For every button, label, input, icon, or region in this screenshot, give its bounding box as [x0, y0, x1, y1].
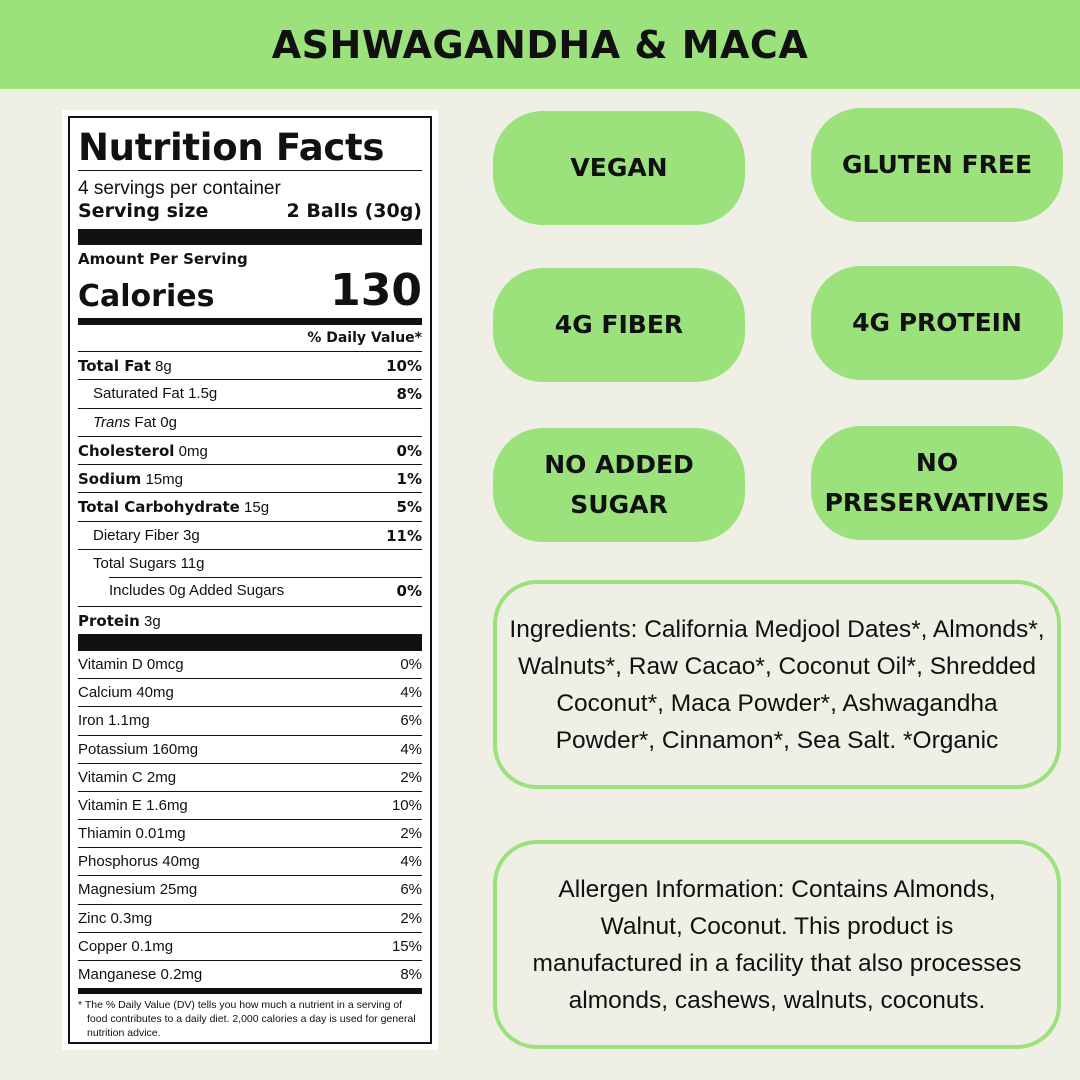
vitamin-row	[78, 763, 422, 791]
vitamin-row	[78, 650, 422, 678]
nutrient-amount: 1.5g	[188, 385, 218, 403]
vitamin-row	[78, 678, 422, 706]
vitamin-name: Calcium 40mg	[78, 684, 174, 702]
nutrient-amount: 8g	[155, 358, 172, 375]
nutrient-name: Total Sugars	[93, 555, 177, 573]
nutrient-row	[78, 436, 422, 464]
vitamin-row	[78, 735, 422, 763]
nutrition-label-card	[62, 110, 438, 1050]
nutrient-row	[78, 379, 422, 407]
divider-thick	[78, 229, 422, 245]
vitamin-name: Vitamin C 2mg	[78, 768, 177, 786]
nutrient-amount: 3g	[183, 526, 200, 544]
nutrition-facts-panel	[68, 116, 432, 1044]
badge-fiber: 4G FIBER	[493, 268, 745, 382]
nutrient-dv: 10%	[386, 357, 422, 375]
vitamin-name: Vitamin D 0mcg	[78, 655, 184, 673]
header-banner	[0, 0, 1080, 89]
nutrient-amount: 15mg	[145, 471, 183, 489]
allergen-box	[493, 840, 1061, 1049]
vitamin-dv: 2%	[400, 825, 422, 843]
amount-per-serving: Amount Per Serving	[78, 250, 248, 268]
vitamin-dv: 15%	[391, 937, 422, 955]
divider	[78, 170, 422, 171]
servings-per-container: 4 servings per container	[78, 178, 281, 199]
serving-size-row	[78, 199, 422, 223]
vitamin-row	[78, 847, 422, 875]
vitamin-row	[78, 875, 422, 903]
vitamin-name: Iron 1.1mg	[78, 712, 150, 730]
nutrient-row	[78, 351, 422, 379]
nutrient-name: Total Fat	[78, 357, 151, 375]
vitamin-row	[78, 960, 422, 988]
nutrient-name: Total Carbohydrate	[78, 498, 240, 517]
vitamin-dv: 6%	[400, 881, 422, 899]
vitamin-dv: 8%	[400, 966, 422, 984]
nutrient-name: Protein	[78, 611, 140, 630]
vitamin-row	[78, 904, 422, 932]
nutrient-name: Includes 0g Added Sugars	[109, 582, 285, 600]
vitamin-dv: 4%	[400, 684, 422, 702]
nutrient-amount: 0mg	[178, 442, 208, 460]
nutrient-row	[78, 492, 422, 520]
badge-protein: 4G PROTEIN	[811, 266, 1063, 380]
badge-no-added-sugar: NO ADDED SUGAR	[493, 428, 745, 542]
calories-row	[78, 265, 422, 316]
nutrient-row	[78, 464, 422, 492]
nutrient-dv: 0%	[396, 441, 422, 460]
nutrient-name: Dietary Fiber	[93, 526, 179, 544]
vitamin-name: Thiamin 0.01mg	[78, 825, 186, 843]
nutrient-amount: 3g	[144, 612, 161, 630]
badge-no-preservatives: NO PRESERVATIVES	[811, 426, 1063, 540]
nutrient-name: Cholesterol	[78, 441, 175, 460]
vitamin-name: Potassium 160mg	[78, 740, 199, 758]
vitamin-row	[78, 706, 422, 734]
vitamin-name: Vitamin E 1.6mg	[78, 796, 188, 814]
nutrient-row	[78, 408, 422, 436]
vitamin-row	[78, 932, 422, 960]
ingredients-box	[493, 580, 1061, 789]
nutrient-name: Trans	[93, 413, 131, 431]
vitamin-row	[78, 791, 422, 819]
nutrient-amount: 15g	[244, 499, 270, 517]
nutrient-dv: 1%	[396, 470, 422, 489]
nutrient-row	[78, 549, 422, 577]
nutrient-amount: 11g	[180, 555, 205, 573]
vitamin-name: Manganese 0.2mg	[78, 966, 203, 984]
nutrient-name: Sodium	[78, 470, 142, 489]
nutrient-dv: 11%	[386, 526, 422, 545]
daily-value-header: % Daily Value*	[307, 330, 422, 346]
vitamin-name: Copper 0.1mg	[78, 937, 174, 955]
nutrient-name: Saturated Fat	[93, 385, 184, 403]
vitamin-dv: 2%	[400, 768, 422, 786]
calories-label: Calories	[78, 279, 215, 314]
divider-thick	[78, 634, 422, 650]
vitamin-dv: 2%	[400, 909, 422, 927]
serving-size-label: Serving size	[78, 200, 209, 222]
nutrient-row	[78, 521, 422, 549]
vitamin-row	[78, 819, 422, 847]
vitamin-dv: 10%	[391, 796, 422, 814]
serving-size-value: 2 Balls (30g)	[286, 200, 422, 222]
nutrient-row	[78, 577, 422, 605]
badge-gluten-free: GLUTEN FREE	[811, 108, 1063, 222]
nutrient-dv: 8%	[396, 385, 422, 404]
vitamin-dv: 0%	[400, 655, 422, 673]
calories-value: 130	[330, 265, 422, 316]
vitamin-dv: 6%	[400, 712, 422, 730]
nutrient-dv: 0%	[396, 582, 422, 601]
nutrient-amount: Fat 0g	[134, 413, 177, 431]
ingredients-text: Ingredients: California Medjool Dates*, Almonds*, Walnuts*, Raw Cacao*, Coconut Oil*, Shredded Coconut*, Maca Powder*, Ashwagandha Powder*, Cinnamon*, Sea Salt. *Organic	[509, 615, 1045, 754]
allergen-text: Allergen Information: Contains Almonds, Walnut, Coconut. This product is manufactured in a facility that also processes almonds, cashews, walnuts, coconuts.	[532, 875, 1022, 1014]
nutrition-facts-title: Nutrition Facts	[78, 126, 385, 169]
vitamin-name: Phosphorus 40mg	[78, 853, 200, 871]
nutrient-row	[78, 606, 422, 634]
vitamin-name: Zinc 0.3mg	[78, 909, 153, 927]
divider-medium	[78, 988, 422, 994]
vitamin-dv: 4%	[400, 853, 422, 871]
nutrient-dv: 5%	[396, 498, 422, 517]
divider-medium	[78, 318, 422, 325]
vitamin-dv: 4%	[400, 740, 422, 758]
product-title: ASHWAGANDHA & MACA	[271, 22, 809, 67]
badge-vegan: VEGAN	[493, 111, 745, 225]
daily-value-footnote: * The % Daily Value (DV) tells you how much a nutrient in a serving of food contributes to a daily diet. 2,000 calories a day is used for general nutrition advice.	[78, 999, 416, 1040]
vitamin-name: Magnesium 25mg	[78, 881, 198, 899]
